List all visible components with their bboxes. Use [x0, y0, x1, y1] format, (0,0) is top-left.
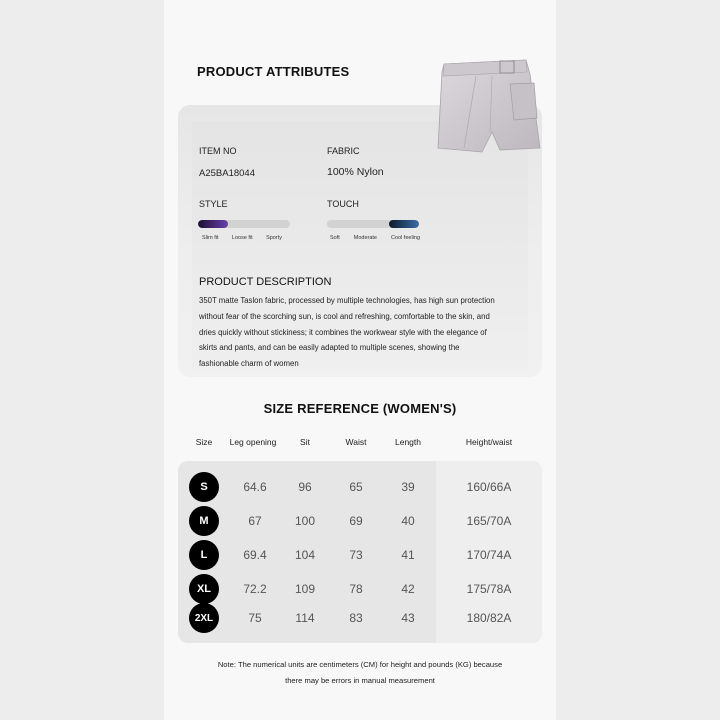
size-reference-title: SIZE REFERENCE (WOMEN'S): [263, 401, 457, 416]
item-no-value: A25BA18044: [199, 168, 255, 179]
description-line: 350T matte Taslon fabric, processed by multiple technologies, has high sun protection: [199, 296, 495, 305]
cell-height-waist: 160/66A: [466, 480, 512, 494]
description-line: without fear of the scorching sun, is cool and refreshing, comfortable to the skin, and: [199, 311, 490, 321]
note-line: there may be errors in manual measurement: [285, 676, 435, 685]
touch-tick: Cool feeling: [390, 235, 420, 241]
cell-waist: 73: [349, 548, 363, 562]
cell-leg-opening: 69.4: [243, 548, 267, 562]
touch-tick: Moderate: [353, 235, 377, 241]
product-detail-page: [164, 0, 556, 720]
size-badge: XL: [189, 574, 219, 604]
shorts-product-image: [430, 52, 546, 162]
style-scale-ticks: [202, 235, 282, 241]
fabric-label: FABRIC: [327, 146, 360, 156]
style-scale-fill: [198, 220, 228, 228]
cell-length: 43: [401, 611, 415, 625]
touch-scale-fill: [389, 220, 419, 228]
cell-height-waist: 165/70A: [466, 514, 512, 528]
style-tick: Slim fit: [202, 235, 219, 241]
style-tick: Sporty: [266, 235, 282, 241]
header-size: Size: [195, 437, 213, 447]
cell-leg-opening: 64.6: [243, 480, 267, 494]
measurement-note: [164, 657, 556, 689]
cell-length: 41: [401, 548, 415, 562]
header-leg-opening: Leg opening: [229, 437, 277, 447]
header-sit: Sit: [300, 437, 310, 447]
style-tick: Loose fit: [231, 235, 253, 241]
size-badge: S: [189, 472, 219, 502]
note-line: Note: The numerical units are centimeters (CM) for height and pounds (KG) because: [217, 660, 503, 669]
size-badge: 2XL: [189, 603, 219, 633]
cell-length: 42: [401, 582, 415, 596]
table-row: [178, 537, 542, 573]
cell-length: 39: [401, 480, 415, 494]
description-line: fashionable charm of women: [199, 359, 299, 369]
cell-leg-opening: 75: [248, 611, 262, 625]
size-badge: L: [189, 540, 219, 570]
cell-waist: 83: [349, 611, 363, 625]
cell-length: 40: [401, 514, 415, 528]
style-label: STYLE: [199, 199, 228, 209]
table-row: [178, 503, 542, 539]
header-length: Length: [395, 437, 421, 447]
cell-leg-opening: 72.2: [243, 582, 267, 596]
table-row: [178, 469, 542, 505]
description-title: PRODUCT DESCRIPTION: [199, 276, 332, 288]
cell-leg-opening: 67: [248, 514, 262, 528]
header-height-waist: Height/waist: [465, 437, 513, 447]
touch-scale-bar: [327, 220, 419, 228]
cell-waist: 78: [349, 582, 363, 596]
size-badge: M: [189, 506, 219, 536]
header-waist: Waist: [345, 437, 367, 447]
cell-waist: 65: [349, 480, 363, 494]
touch-tick: Soft: [330, 235, 340, 241]
style-scale-bar: [198, 220, 290, 228]
description-line: dries quickly without stickiness; it combines the workwear style with the elegance of: [199, 327, 487, 337]
cell-height-waist: 175/78A: [466, 582, 512, 596]
attributes-title: PRODUCT ATTRIBUTES: [197, 64, 350, 79]
table-row: [178, 600, 542, 636]
cell-sit: 114: [295, 611, 315, 625]
touch-scale-ticks: [330, 235, 420, 241]
cell-height-waist: 180/82A: [466, 611, 512, 625]
cell-sit: 109: [294, 582, 316, 596]
item-no-label: ITEM NO: [199, 146, 237, 156]
cell-sit: 104: [294, 548, 316, 562]
cell-height-waist: 170/74A: [466, 548, 512, 562]
fabric-value: 100% Nylon: [327, 166, 384, 178]
cell-sit: 96: [298, 480, 312, 494]
description-text: [199, 293, 539, 372]
touch-label: TOUCH: [327, 199, 359, 209]
description-line: skirts and pants, and can be easily adapted to multiple scenes, showing the: [199, 343, 460, 353]
cell-waist: 69: [349, 514, 363, 528]
cell-sit: 100: [294, 514, 316, 528]
size-table: [178, 461, 542, 643]
